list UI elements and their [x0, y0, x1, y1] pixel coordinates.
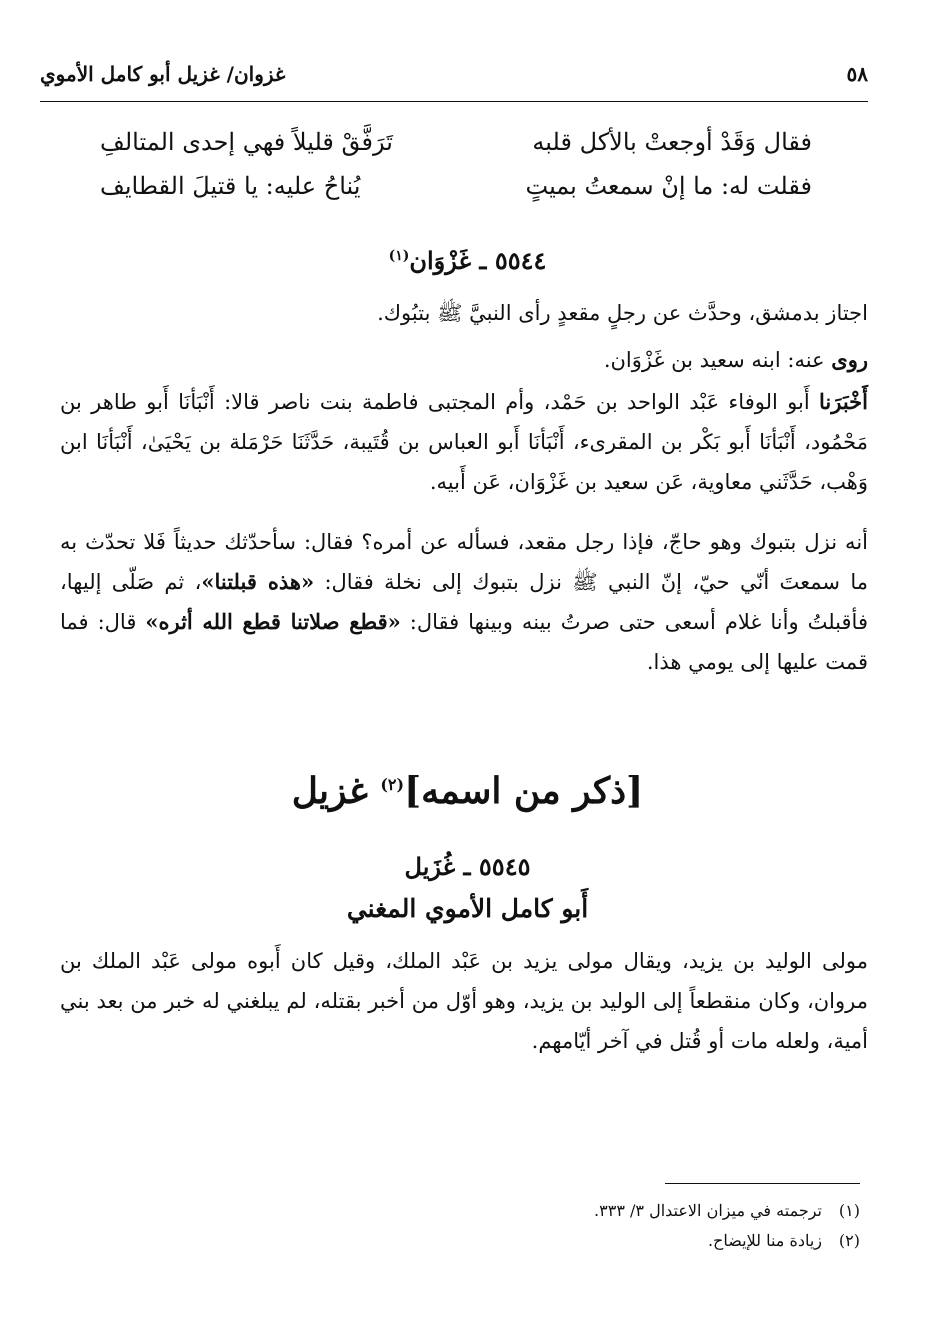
verse-second-hemistich: تَرَفَّقْ قليلاً فهي إحدى المتالفِ	[100, 128, 393, 156]
footnotes	[100, 1196, 860, 1256]
hadith-text-b: ، ثم صَلّى إليها، فأقبلتُ وأنا غلام أسعى حتى صرتُ بينه وبينها فقال:	[60, 570, 868, 634]
footnote	[100, 1226, 860, 1256]
section-heading-a: [ذكر من اسمه]	[404, 770, 644, 812]
section-heading	[0, 770, 935, 812]
entry-5544-isnad	[60, 382, 868, 502]
entry-5545-title: ٥٥٤٥ ـ غُزَيل	[404, 852, 531, 881]
hadith-quote-2: «قطع صلاتنا قطع الله أثره»	[145, 609, 401, 634]
isnad-text: أَبو الوفاء عَبْد الواحد بن حَمْد، وأم المجتبى فاطمة بنت ناصر قالا: أَنْبَأنَا أَبو طاهر بن مَحْمُود، أَنْبَأنَا أَبو بَكْر بن المقرىء، أَنْبَأنَا أَبو العباس بن قُتَيبة، حَدَّثَنَا حَرْمَلة بن يَحْيَىٰ، أَنْبَأنَا ابن وَهْب، حَدَّثَني معاوية، عَن سعيد بن غَزْوَان، عَن أَبيه.	[60, 390, 868, 494]
page-header	[40, 60, 868, 94]
narrators-label: روى	[831, 347, 868, 372]
footnote-rule	[665, 1183, 860, 1184]
footnote	[100, 1196, 860, 1226]
hadith-quote-1: «هذه قبلتنا»	[201, 569, 315, 594]
hadith-text-c: قال: فما قمت عليها إلى يومي هذا.	[60, 610, 868, 674]
footnote-ref: (١)	[388, 248, 410, 264]
verse-first-hemistich: فقلت له: ما إنْ سمعتُ بميتٍ	[525, 172, 812, 200]
verse-second-hemistich: يُناحُ عليه: يا قتيلَ القطايف	[100, 172, 361, 200]
footnote-text: ترجمته في ميزان الاعتدال ٣/ ٣٣٣.	[594, 1201, 822, 1220]
running-title: غزوان/ غزيل أبو كامل الأموي	[40, 62, 286, 86]
entry-5545-body: مولى الوليد بن يزيد، ويقال مولى يزيد بن عَبْد الملك، وقيل كان أَبوه مولى عَبْد الملك بن مروان، وكان منقطعاً إلى الوليد بن يزيد، وهو أوّل من أخبر بقتله، لم يبلغني له خبر من بعد بني أمية، ولعله مات أو قُتل في آخر أيّامهم.	[60, 949, 868, 1053]
entry-5544-title	[0, 246, 935, 275]
narrators-text: عنه: ابنه سعيد بن غَزْوَان.	[603, 348, 825, 372]
footnote-ref: (٢)	[380, 775, 405, 794]
entry-5545-subtitle: أَبو كامل الأموي المغني	[346, 894, 589, 923]
entry-title-text: ٥٥٤٤ ـ غَزْوَان	[409, 246, 547, 275]
hadith-text-a: أنه نزل بتبوك وهو حاجّ، فإذا رجل مقعد، فسأله عن أمره؟ فقال: سأحدّثك حديثاً فَلا تحدّث به ما سمعتَ أنّي حيّ، إنّ النبي ﷺ نزل بتبوك إلى نخلة فقال:	[60, 530, 868, 594]
poem	[100, 128, 812, 216]
entry-5544-hadith	[60, 522, 868, 682]
entry-5544-intro: اجتاز بدمشق، وحدَّث عن رجلٍ مقعدٍ رأى النبيَّ ﷺ بتبُوك.	[377, 301, 868, 325]
entry-5544-narrators	[60, 340, 868, 380]
isnad-label: أَخْبَرَنا	[819, 389, 868, 414]
poem-verse	[100, 128, 812, 172]
footnote-text: زيادة منا للإيضاح.	[707, 1231, 822, 1250]
footnote-number: (١)	[838, 1201, 860, 1220]
page-number: ٥٨	[846, 62, 868, 86]
section-heading-b: غزيل	[291, 770, 381, 812]
footnote-number: (٢)	[838, 1231, 860, 1250]
verse-first-hemistich: فقال وَقَدْ أوجعتْ بالأكل قلبه	[532, 128, 812, 156]
header-rule	[40, 101, 868, 102]
poem-verse	[100, 172, 812, 216]
